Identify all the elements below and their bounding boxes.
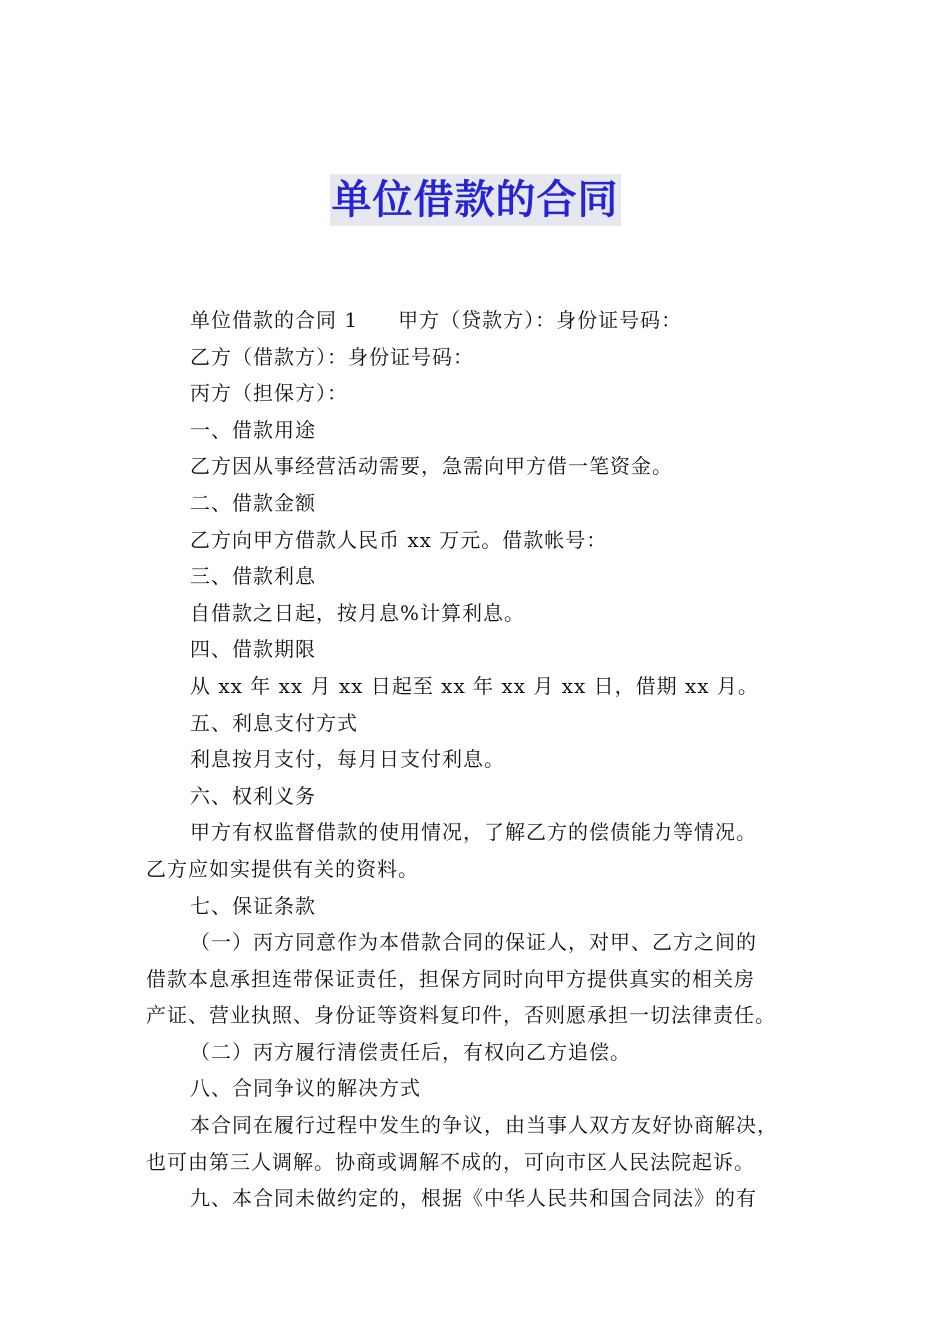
paragraph-line: 本合同在履行过程中发生的争议，由当事人双方友好协商解决，: [190, 1113, 778, 1138]
party-c-line: 丙方（担保方）：: [190, 381, 348, 406]
intro-heading: 单位借款的合同 1: [190, 308, 359, 332]
paragraph-line: 乙方应如实提供有关的资料。: [146, 856, 419, 881]
paragraph-line: 产证、营业执照、身份证等资料复印件，否则愿承担一切法律责任。: [146, 1003, 776, 1028]
paragraph-line: 从 xx 年 xx 月 xx 日起至 xx 年 xx 月 xx 日，借期 xx 月。: [190, 673, 759, 698]
party-b-line: 乙方（借款方）：身份证号码：: [190, 344, 474, 369]
section-heading-interest: 三、借款利息: [190, 564, 316, 589]
title-container: [0, 174, 950, 226]
section-heading-guarantee: 七、保证条款: [190, 893, 316, 918]
document-title: 单位借款的合同: [330, 174, 621, 226]
paragraph-line: 乙方向甲方借款人民币 xx 万元。借款帐号：: [190, 527, 608, 552]
section-heading-amount: 二、借款金额: [190, 490, 316, 515]
paragraph-line: （二）丙方履行清偿责任后，有权向乙方追偿。: [190, 1039, 631, 1064]
section-heading-payment: 五、利息支付方式: [190, 710, 358, 735]
document-body: [146, 302, 826, 1217]
paragraph-line: 九、本合同未做约定的，根据《中华人民共和国合同法》的有: [190, 1186, 757, 1211]
intro-line: [146, 302, 826, 339]
paragraph-line: 乙方因从事经营活动需要，急需向甲方借一笔资金。: [190, 454, 673, 479]
paragraph-line: （一）丙方同意作为本借款合同的保证人，对甲、乙方之间的: [190, 930, 757, 955]
paragraph-line: 甲方有权监督借款的使用情况，了解乙方的偿债能力等情况。: [190, 820, 757, 845]
section-heading-rights: 六、权利义务: [190, 783, 316, 808]
paragraph-line: 自借款之日起，按月息%计算利息。: [190, 600, 526, 625]
party-a-line: 甲方（贷款方）：身份证号码：: [398, 308, 683, 332]
paragraph-line: 也可由第三人调解。协商或调解不成的，可向市区人民法院起诉。: [146, 1149, 755, 1174]
paragraph-line: 借款本息承担连带保证责任，担保方同时向甲方提供真实的相关房: [146, 966, 755, 991]
section-heading-purpose: 一、借款用途: [190, 417, 316, 442]
paragraph-line: 利息按月支付，每月日支付利息。: [190, 747, 505, 772]
section-heading-term: 四、借款期限: [190, 637, 316, 662]
section-heading-dispute: 八、合同争议的解决方式: [190, 1076, 421, 1101]
